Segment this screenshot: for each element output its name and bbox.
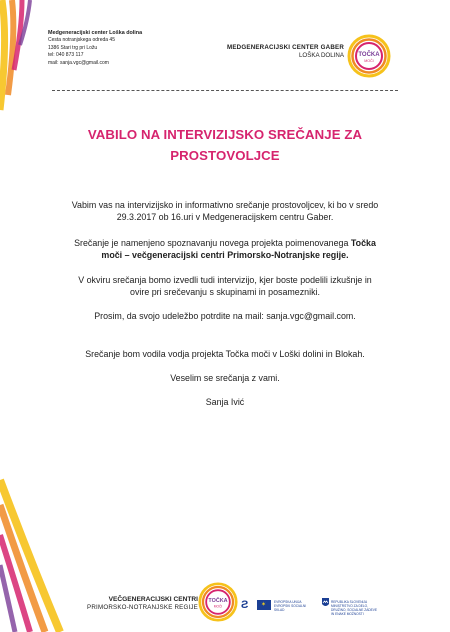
- footer-line-2: PRIMORSKO-NOTRANJSKE REGIJE: [87, 604, 198, 611]
- title-line-1: VABILO NA INTERVIZIJSKO SREČANJE ZA: [87, 127, 363, 142]
- paragraph-date-line-1: Vabim vas na intervizijsko in informativno srečanje prostovoljcev, ki bo v sredo: [71, 200, 379, 210]
- sender-org-name: Medgeneracijski center Loška dolina: [48, 30, 143, 36]
- sender-city: 1386 Stari trg pri Ložu: [48, 44, 98, 51]
- esf-icon: Ƨ: [241, 599, 249, 611]
- eu-fund-text: EVROPSKA UNIJA EVROPSKI SOCIALNI SKLAD: [274, 600, 307, 612]
- paragraph-project: [52, 237, 398, 262]
- paragraph-closing: Veselim se srečanja z vami.: [170, 373, 280, 383]
- project-intro-text: Srečanje je namenjeno spoznavanju novega projekta poimenovanega: [74, 238, 351, 248]
- paragraph-intervision-line-2: ovire pri srečevanju s skupinami in posamezniki.: [130, 287, 320, 298]
- invitation-title: [60, 124, 390, 166]
- logo-word-moci: MOČI: [364, 59, 374, 63]
- brand-name: MEDGENERACIJSKI CENTER GABER: [227, 44, 344, 51]
- paragraph-project-line-2: [52, 249, 398, 261]
- sender-street: Cesta notranjskega odreda 45: [48, 37, 115, 44]
- footer-logo-word-tocka: TOČKA: [208, 598, 228, 604]
- tocka-moci-logo-footer: [198, 582, 238, 622]
- center-brand: [222, 44, 344, 60]
- paragraph-rsvp: Prosim, da svojo udeležbo potrdite na mail: sanja.vgc@gmail.com.: [94, 311, 356, 321]
- paragraph-project-line-1: [52, 237, 398, 249]
- project-name-part-2: moči – večgeneracijski centri Primorsko-Notranjske regije.: [101, 250, 349, 261]
- project-name-part-1: Točka: [350, 238, 376, 248]
- sender-address: [48, 30, 142, 67]
- logo-word-tocka: TOČKA: [358, 52, 380, 58]
- title-line-2: PROSTOVOLJCE: [170, 148, 280, 163]
- header-divider: [52, 90, 398, 91]
- paragraph-intervision: [52, 274, 398, 299]
- paragraph-date-line-2: 29.3.2017 ob 16.uri v Medgeneracijskem centru Gaber.: [116, 212, 334, 223]
- tocka-moci-logo: [347, 34, 391, 78]
- signature-name: Sanja Ivić: [205, 397, 245, 407]
- eu-flag-icon: ✶: [257, 600, 271, 610]
- sender-mail: mail: sanja.vgc@gmail.com: [48, 59, 109, 66]
- slovenia-crest-icon: [322, 598, 329, 608]
- paragraph-date: [52, 199, 398, 224]
- sender-phone: tel: 040 873 117: [48, 52, 84, 59]
- brand-region: LOŠKA DOLINA: [298, 52, 344, 59]
- ministry-text: REPUBLIKA SLOVENIJA MINISTRSTVO ZA DELO, DRUŽINO, SOCIALNE ZADEVE IN ENAKE MOŽNOSTI: [331, 600, 378, 616]
- footer-logo-word-moci: MOČI: [213, 604, 223, 609]
- paragraph-intervision-line-1: V okviru srečanja bomo izvedli tudi intervizijo, kjer boste podelili izkušnje in: [78, 275, 372, 285]
- paragraph-leader: Srečanje bom vodila vodja projekta Točka moči v Loški dolini in Blokah.: [85, 349, 365, 359]
- footer-program-name: [70, 596, 198, 612]
- footer-line-1: VEČGENERACIJSKI CENTRI: [108, 596, 198, 603]
